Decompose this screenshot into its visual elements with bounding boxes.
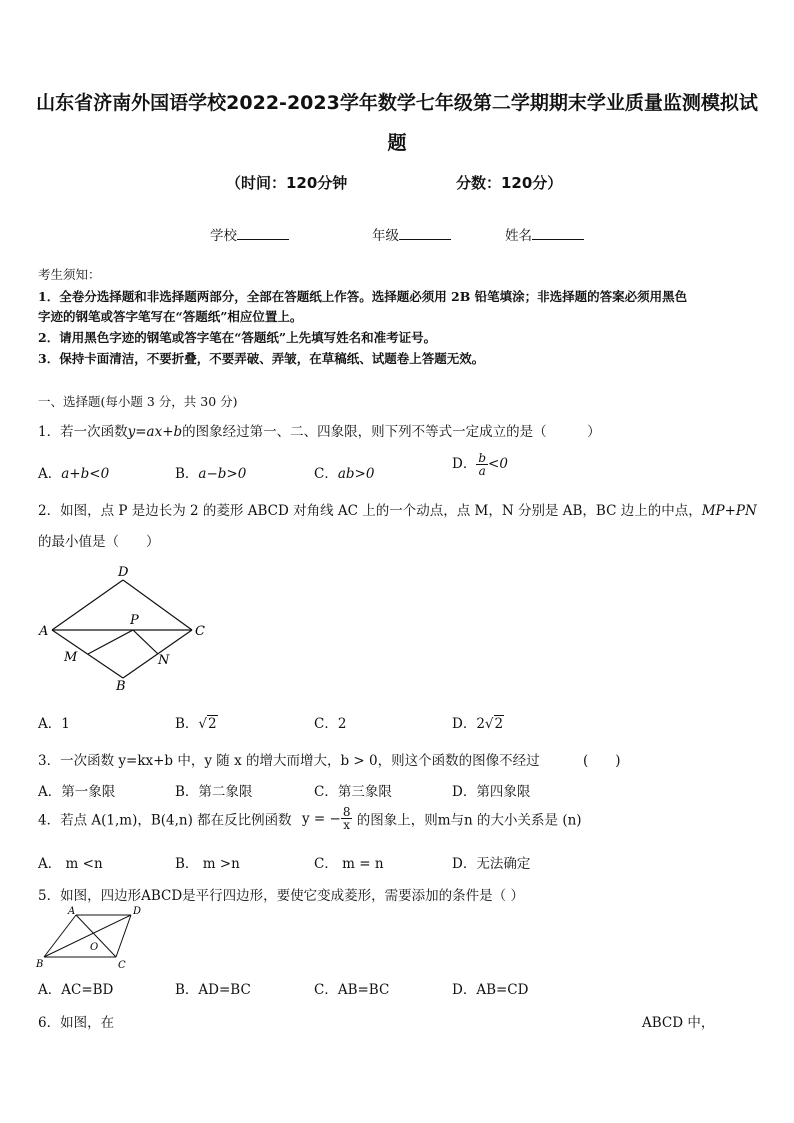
q5-option-d[interactable]: D．AB=CD: [452, 982, 529, 998]
question-5: 5．如图，四边形ABCD是平行四边形，要使它变成菱形，需要添加的条件是（ ）: [38, 888, 524, 904]
q5-option-a[interactable]: A．AC=BD: [38, 982, 114, 998]
q3-option-c[interactable]: C．第三象限: [314, 784, 392, 800]
question-2-cont: 的最小值是（ ）: [38, 534, 160, 550]
grade-blank: [399, 227, 451, 240]
page-title-continued: 题: [387, 132, 407, 154]
q1-option-a-expr: a+b<0: [61, 466, 110, 482]
q2-option-a[interactable]: A．1: [38, 716, 70, 732]
q2-option-b-radicand: 2: [208, 716, 217, 732]
q4-option-b[interactable]: B． m >n: [175, 856, 240, 872]
page-title: 山东省济南外国语学校2022-2023学年数学七年级第二学期期末学业质量监测模拟试: [36, 92, 758, 114]
edge-ba: [52, 630, 123, 678]
exam-time: （时间：120分钟: [226, 174, 348, 192]
school-label: 学校: [210, 228, 237, 244]
q4-numerator: 8: [342, 805, 351, 819]
q1-function: y=ax+b: [127, 424, 183, 440]
q5-option-b[interactable]: B．AD=BC: [175, 982, 251, 998]
q5-option-c[interactable]: C．AB=BC: [314, 982, 390, 998]
edge-ad: [52, 580, 123, 630]
label-d: D: [133, 906, 142, 917]
label-c: C: [195, 624, 205, 639]
q2-option-b[interactable]: [175, 712, 218, 732]
q1-option-d[interactable]: [452, 452, 508, 477]
q3-option-b[interactable]: B．第二象限: [175, 784, 253, 800]
question-3: 3．一次函数 y=kx+b 中，y 随 x 的增大而增大，b > 0，则这个函数的图像不经过: [38, 753, 540, 769]
q2-expression: MP+PN: [701, 503, 757, 519]
question-6: 6．如图，在: [38, 1015, 115, 1031]
school-field: [210, 224, 289, 244]
school-blank: [237, 227, 289, 240]
name-label: 姓名: [505, 228, 532, 244]
label-c: C: [118, 960, 126, 971]
q1-option-a-label: A．: [38, 466, 62, 482]
name-field: [505, 224, 584, 244]
edge-ba: [44, 915, 76, 957]
label-n: N: [158, 653, 170, 668]
q1-option-d-tail: <0: [488, 456, 508, 472]
q2-option-c[interactable]: C．2: [314, 716, 347, 732]
rhombus-figure: [30, 560, 220, 695]
grade-field: [372, 224, 451, 244]
q4-option-a[interactable]: A． m <n: [38, 856, 103, 872]
q1-option-b-label: B．: [175, 466, 199, 482]
q4-denominator: x: [343, 818, 351, 832]
grade-label: 年级: [372, 228, 399, 244]
q1-d-denominator: a: [478, 464, 486, 478]
q1-suffix: 的图象经过第一、二、四象限，则下列不等式一定成立的是（ ）: [182, 424, 601, 440]
q2-option-d-sqrt: √2: [484, 716, 504, 732]
question-6-cont: ABCD 中，: [642, 1015, 715, 1031]
q4-text-b: 的图象上，则m与n 的大小关系是 (n): [356, 812, 582, 829]
section-heading: 一、选择题(每小题 3 分，共 30 分): [38, 394, 238, 409]
q1-option-d-fraction: [476, 452, 488, 477]
q2-option-d[interactable]: [452, 712, 504, 732]
q4-option-c[interactable]: C． m = n: [314, 856, 384, 872]
q1-option-c-expr: ab>0: [337, 466, 375, 482]
q3-answer-paren: ( ): [583, 753, 621, 769]
segment-pn: [133, 630, 158, 654]
q1-option-b-expr: a−b>0: [198, 466, 247, 482]
question-2: [38, 499, 757, 519]
q4-function-lhs: y = −: [301, 810, 341, 827]
segment-mp: [88, 630, 133, 654]
q1-option-b[interactable]: [175, 462, 246, 482]
notice-item-1: 1．全卷分选择题和非选择题两部分，全部在答题纸上作答。选择题必须用 2B 铅笔填涂；非选择题的答案必须用黑色: [38, 289, 688, 304]
notice-item-1-cont: 字迹的钢笔或答字笔写在“答题纸”相应位置上。: [38, 309, 303, 324]
q3-option-a[interactable]: A．第一象限: [38, 784, 116, 800]
notice-heading: 考生须知：: [38, 267, 101, 282]
q3-option-d[interactable]: D．第四象限: [452, 784, 531, 800]
name-blank: [532, 227, 584, 240]
label-p: P: [130, 613, 139, 628]
q1-option-a[interactable]: [38, 462, 109, 482]
label-o: O: [90, 942, 99, 953]
notice-item-3: 3．保持卡面清洁，不要折叠，不要弄破、弄皱，在草稿纸、试题卷上答题无效。: [38, 351, 485, 366]
q2-option-d-radicand: 2: [494, 716, 504, 732]
q2-option-b-label: B．: [175, 716, 199, 732]
q1-option-d-label: D．: [452, 456, 477, 472]
q2-text: 2．如图，点 P 是边长为 2 的菱形 ABCD 对角线 AC 上的一个动点，点 M，N 分别是 AB，BC 边上的中点，: [38, 503, 702, 519]
label-b: B: [116, 679, 126, 694]
notice-item-2: 2．请用黑色字迹的钢笔或答字笔在“答题纸”上先填写姓名和准考证号。: [38, 330, 437, 345]
q2-option-b-sqrt: √2: [198, 716, 217, 732]
question-1: [38, 420, 601, 440]
label-d: D: [118, 565, 129, 580]
question-4: [38, 806, 582, 831]
label-b: B: [36, 959, 44, 970]
label-a: A: [68, 906, 76, 917]
q4-option-d[interactable]: D．无法确定: [452, 856, 531, 872]
parallelogram-figure: [34, 905, 144, 971]
label-m: M: [64, 650, 78, 665]
q2-option-d-label: D．2: [452, 716, 485, 732]
q1-option-c[interactable]: [314, 462, 374, 482]
label-a: A: [39, 624, 49, 639]
q1-option-c-label: C．: [314, 466, 338, 482]
exam-score: 分数：120分）: [456, 174, 563, 192]
q4-fraction: [341, 806, 353, 831]
q1-d-numerator: b: [478, 451, 487, 465]
q1-prefix: 1．若一次函数: [38, 424, 128, 440]
q4-text-a: 4．若点 A(1,m)，B(4,n) 都在反比例函数: [38, 812, 292, 829]
